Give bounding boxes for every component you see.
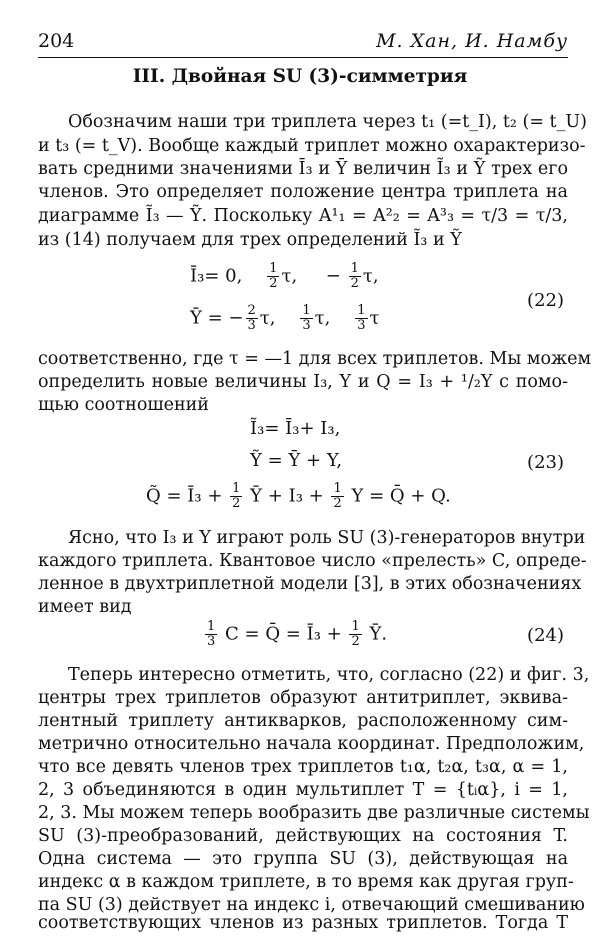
text-line: 2, 3. Мы можем теперь вообразить две различные системы <box>38 803 590 823</box>
equation-number-23: (23) <box>527 452 564 473</box>
equation-23-line1: Ĩ₃= Ī₃+ I₃, <box>250 418 341 439</box>
text-line: из (14) получаем для трех определений Ĩ₃ и Ỹ <box>38 230 462 250</box>
running-title: М. Хан, И. Намбу <box>376 30 568 52</box>
text-line: SU (3)-преобразований, действующих на состояния T. <box>38 826 568 846</box>
equation-23-line2: Ỹ = Ȳ + Y, <box>250 450 343 471</box>
section-title: III. Двойная SU (3)-симметрия <box>132 66 468 87</box>
text-line: и t₃ (= t_V). Вообще каждый триплет можно охарактеризо- <box>38 136 586 156</box>
header-rule <box>38 57 568 58</box>
equation-number-24: (24) <box>527 625 564 646</box>
equation-22-line1: Ī₃= 0, $\frac{1}{2}$ τ, − $\frac{1}{2}$ τ, <box>190 261 379 291</box>
text-line: па SU (3) действует на индекс i, отвечающий смешиванию <box>38 895 585 915</box>
text-line: Ясно, что I₃ и Y играют роль SU (3)-генераторов внутри <box>68 528 586 548</box>
text-line: центры трех триплетов образуют антитриплет, эквива- <box>38 688 568 708</box>
text-line: лентный триплету антикварков, расположенному сим- <box>38 711 568 731</box>
equation-22-line2: Ȳ = − $\frac{2}{3}$ τ, $\frac{1}{3}$ τ, $\frac{1}{3}$ τ <box>190 303 380 333</box>
text-line: соответствующих членов из разных триплетов. Тогда T <box>38 913 568 933</box>
text-line: имеет вид <box>38 597 132 617</box>
text-line: что все девять членов трех триплетов t₁α, t₂α, t₃α, α = 1, <box>38 757 568 777</box>
equation-number-22: (22) <box>527 290 564 311</box>
page-header <box>38 30 568 56</box>
page-number: 204 <box>38 30 75 52</box>
text-line: вать средними значениями Ī₃ и Ȳ величин Ĩ₃ и Ỹ трех его <box>38 159 568 179</box>
text-line: членов. Это определяет положение центра триплета на <box>38 182 568 202</box>
text-line: определить новые величины I₃, Y и Q = I₃ + ¹/₂Y с помо- <box>38 372 568 392</box>
text-line: ленное в двухтриплетной модели [3], в этих обозначениях <box>38 574 582 594</box>
equation-24: $\frac{1}{3}$ C = Q̄ = Ī₃ + $\frac{1}{2}$ Ȳ. <box>207 619 388 649</box>
text-line: Обозначим наши три триплета через t₁ (=t_I), t₂ (= t_U) <box>68 112 587 132</box>
text-line: Теперь интересно отметить, что, согласно (22) и фиг. 3, <box>68 665 590 685</box>
text-line: индекс α в каждом триплете, в то время как другая груп- <box>38 872 574 892</box>
text-line: каждого триплета. Квантовое число «прелесть» C, опреде- <box>38 551 587 571</box>
text-line: соответственно, где τ = —1 для всех триплетов. Мы можем <box>38 349 592 369</box>
text-line: 2, 3 объединяются в один мультиплет T = {tᵢα}, i = 1, <box>38 780 568 800</box>
equation-23-line3: Q̃ = Ī₃ + $\frac{1}{2}$ Ȳ + I₃ + $\frac{1}{2}$ Y = Q̄ + Q. <box>146 481 451 511</box>
text-line: Одна система — это группа SU (3), действующая на <box>38 849 568 869</box>
text-line: диаграмме Ĩ₃ — Ỹ. Поскольку A¹₁ = A²₂ = A³₃ = τ/3 = τ/3, <box>38 206 568 226</box>
text-line: метрично относительно начала координат. Предположим, <box>38 734 585 754</box>
text-line: щью соотношений <box>38 395 209 415</box>
